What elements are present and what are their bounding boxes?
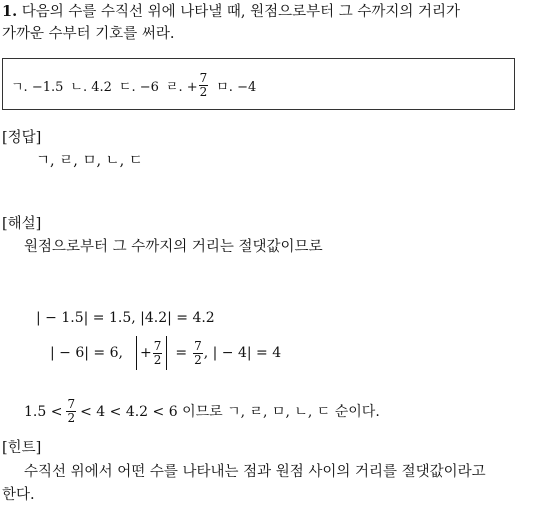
choice-c: ㄷ. −6 xyxy=(118,79,159,95)
question-number: 1. xyxy=(2,3,18,20)
question-text-1: 다음의 수를 수직선 위에 나타낼 때, 원점으로부터 그 수까지의 거리가 xyxy=(17,4,461,20)
equation-2-numerator-2: 7 xyxy=(194,338,202,353)
equation-2-denominator-1: 2 xyxy=(153,352,162,367)
question-line-1 xyxy=(2,3,460,21)
equation-2-part-b: , | − 4| = 4 xyxy=(203,345,282,361)
order-statement xyxy=(24,398,380,425)
equation-2-fraction-2 xyxy=(193,340,203,367)
choice-d-numerator: 7 xyxy=(199,70,208,85)
choice-a: ㄱ. −1.5 xyxy=(11,79,64,95)
choice-e: ㅁ. −4 xyxy=(216,79,257,95)
equation-2-denominator-2: 2 xyxy=(194,352,202,367)
equation-2 xyxy=(50,336,281,370)
choice-d xyxy=(166,72,209,99)
equation-2-part-a: | − 6| = 6, xyxy=(50,345,123,361)
hint-line-1: 수직선 위에서 어떤 수를 나타내는 점과 원점 사이의 거리를 절댓값이라고 xyxy=(24,464,486,480)
equation-2-fraction-1 xyxy=(153,340,163,367)
equation-1: | − 1.5| = 1.5, |4.2| = 4.2 xyxy=(36,310,215,326)
abs-bar-right xyxy=(166,336,167,370)
choices-box xyxy=(2,58,515,110)
order-part-b: < 4 < 4.2 < 6 이므로 ㄱ, ㄹ, ㅁ, ㄴ, ㄷ 순이다. xyxy=(80,403,380,420)
equation-2-plus: + xyxy=(139,345,152,361)
question-text-2: 가까운 수부터 기호를 써라. xyxy=(2,26,175,42)
hint-heading: [힌트] xyxy=(2,440,42,456)
choice-d-denominator: 2 xyxy=(199,84,208,99)
order-part-a: 1.5 < xyxy=(24,403,63,420)
order-denominator: 2 xyxy=(67,411,76,425)
order-numerator: 7 xyxy=(67,397,76,411)
explanation-heading: [해설] xyxy=(2,216,42,232)
equation-2-numerator-1: 7 xyxy=(153,338,162,353)
equation-2-equals: = xyxy=(175,345,188,361)
hint-line-2: 한다. xyxy=(2,487,35,503)
answer-heading: [정답] xyxy=(2,130,42,146)
explanation-intro: 원점으로부터 그 수까지의 거리는 절댓값이므로 xyxy=(24,239,323,255)
choice-b: ㄴ. 4.2 xyxy=(70,79,112,95)
abs-bar-left xyxy=(136,336,137,370)
answer-text: ㄱ, ㄹ, ㅁ, ㄴ, ㄷ xyxy=(36,153,143,169)
choice-d-fraction xyxy=(199,72,209,99)
choice-d-prefix: ㄹ. + xyxy=(165,79,198,95)
choices-row xyxy=(11,69,263,101)
order-fraction xyxy=(66,398,76,425)
